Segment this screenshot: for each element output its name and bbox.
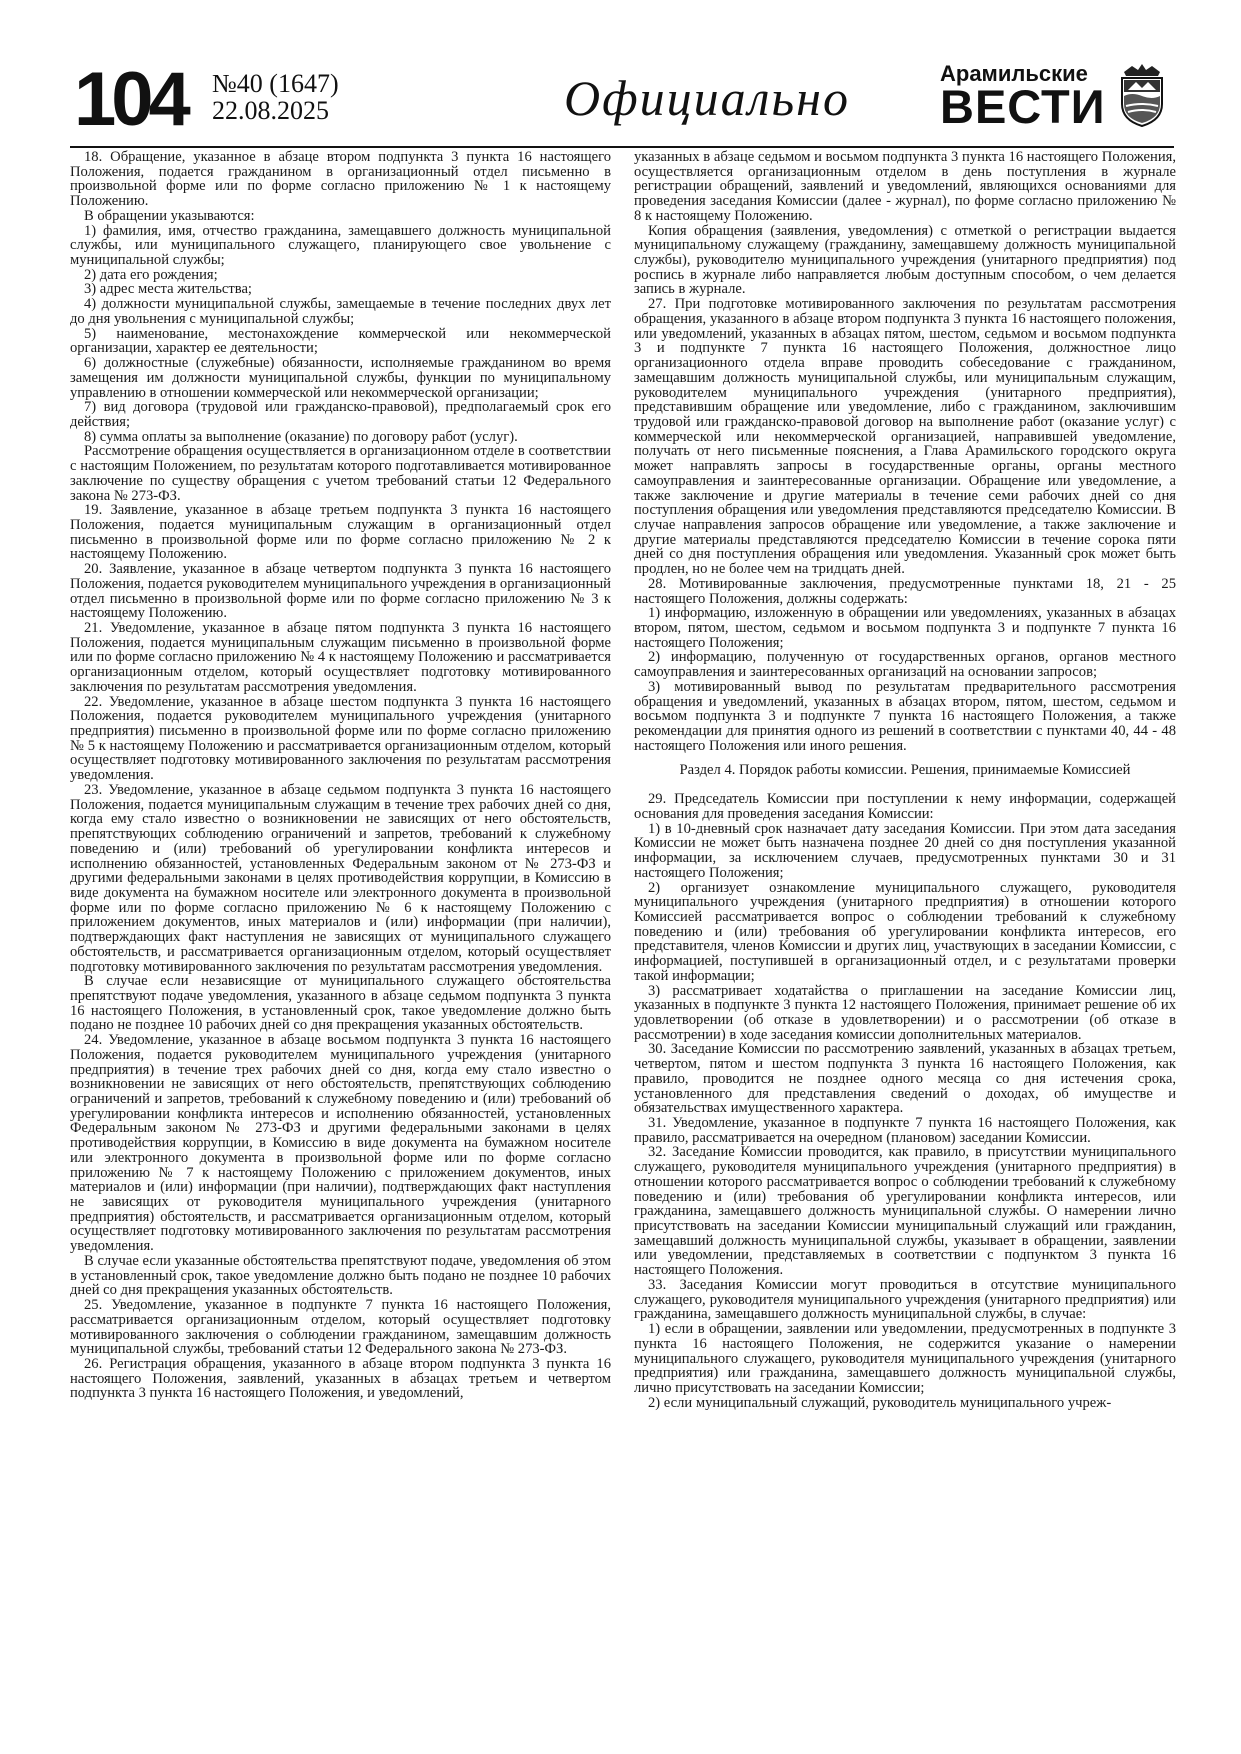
- paragraph: 1) в 10-дневный срок назначает дату заседания Комиссии. При этом дата заседания Комиссии не может быть назначена позднее 20 дней со дня поступления указанной информации, за исключением случаев, предусмотренных пунктами 30 и 31 настоящего Положения;: [634, 820, 1176, 881]
- paragraph: 1) информацию, изложенную в обращении или уведомлениях, указанных в абзацах втором, пятом, шестом, седьмом и восьмом подпункта 3 и подпункте 7 пункта 16 настоящего Положения;: [634, 605, 1176, 651]
- paragraph: 2) если муниципальный служащий, руководитель муниципального учреж-: [648, 1394, 1112, 1411]
- paragraph: В обращении указываются:: [84, 207, 255, 224]
- paragraph: В случае если указанные обстоятельства препятствуют подаче, уведомления об этом в установленный срок, такое уведомление должно быть подано не позднее 10 рабочих дней со дня прекращения указанных обстоятельств.: [70, 1252, 611, 1299]
- logo-main-text: ВЕСТИ: [940, 80, 1106, 133]
- paragraph: 25. Уведомление, указанное в подпункте 7 пункта 16 настоящего Положения, рассматривается организационным отделом, который осуществляет подготовку мотивированного заключения о соблюдении гражданином, замещавшим должность муниципальной службы, требований статьи 12 Федерального закона № 273-ФЗ.: [70, 1297, 611, 1358]
- paragraph: 1) фамилия, имя, отчество гражданина, замещавшего должность муниципальной службы, или муниципального служащего, планирующего свое увольнение с муниципальной службы;: [70, 222, 611, 269]
- paragraph: 3) адрес места жительства;: [84, 281, 252, 298]
- paragraph: 32. Заседание Комиссии проводится, как правило, в присутствии муниципального служащего, руководителя муниципального учреждения (унитарного предприятия) в отношении которого рассматривается вопрос о соблюдении требований к служебному поведению и (или) требования об урегулировании конфликта интересов, или гражданина, замещавшего должность муниципальной службы. О намерении лично присутствовать на заседании Комиссии муниципальный служащий или гражданин, замещавший должность муниципальной службы, указывает в обращении, заявлении или уведомлении, представляемых в соответствии с подпунктом 3 пункта 16 настоящего Положения.: [634, 1144, 1176, 1279]
- header-divider: [70, 146, 1174, 148]
- paragraph: 31. Уведомление, указанное в подпункте 7 пункта 16 настоящего Положения, как правило, рассматривается на очередном (плановом) заседании Комиссии.: [634, 1115, 1176, 1146]
- issue-info: [212, 70, 339, 124]
- paragraph: 24. Уведомление, указанное в абзаце восьмом подпункта 3 пункта 16 настоящего Положения, подается руководителем муниципального учреждения (унитарного предприятия) в течение трех рабочих дней со дня, когда ему стало известно о возникновении не зависящих от него обстоятельств, препятствующих соблюдению ограничений и запретов, требований к служебному поведению и (или) требований об урегулировании конфликта интересов и исполнению обязанностей, установленных Федеральным законом № 273-ФЗ и другими федеральными законами в целях противодействия коррупции, в Комиссию в виде документа на бумажном носителе или электронного документа в произвольной форме или по форме согласно приложению № 7 к настоящему Положению с приложением документов, иных материалов и (или) информации (при наличии), подтверждающих факт наступления не зависящих от руководителя муниципального учреждения (унитарного предприятия) обстоятельств, и рассматривается организационным отделом, который осуществляет подготовку мотивированного заключения по результатам рассмотрения уведомления.: [70, 1032, 611, 1255]
- paragraph: 21. Уведомление, указанное в абзаце пятом подпункта 3 пункта 16 настоящего Положения, подается муниципальным служащим письменно в произвольной форме или по форме согласно приложению № 4 к настоящему Положению и рассматривается организационным отделом, который осуществляет подготовку мотивированного заключения по результатам рассмотрения уведомления.: [70, 620, 611, 695]
- paragraph: 3) мотивированный вывод по результатам предварительного рассмотрения обращения и уведомлений, указанных в абзацах втором, пятом, шестом, седьмом и восьмом подпункта 3 и подпункте 7 пункта 16 настоящего Положения, а также рекомендации для принятия одного из решений в соответствии с пунктами 40, 44 - 48 настоящего Положения или иного решения.: [634, 678, 1176, 754]
- paragraph: 33. Заседания Комиссии могут проводиться в отсутствие муниципального служащего, руководителя муниципального учреждения (унитарного предприятия) или гражданина, замещавшего должность муниципальной службы, в случае:: [634, 1276, 1176, 1323]
- paragraph: 2) информацию, полученную от государственных органов, органов местного самоуправления и заинтересованных организаций на основании запросов;: [634, 649, 1176, 681]
- paragraph: Рассмотрение обращения осуществляется в организационном отделе в соответствии с настоящим Положением, по результатам которого подготавливается мотивированное заключение по существу обращения с учетом требований статьи 12 Федерального закона № 273-ФЗ.: [70, 443, 611, 504]
- paragraph: 19. Заявление, указанное в абзаце третьем подпункта 3 пункта 16 настоящего Положения, подается муниципальным служащим в организационный отдел письменно в произвольной форме или по форме согласно приложению № 2 к настоящему Положению.: [70, 502, 611, 563]
- paragraph: 28. Мотивированные заключения, предусмотренные пунктами 18, 21 - 25 настоящего Положения, должны содержать:: [634, 575, 1176, 607]
- page-header: [74, 57, 1174, 142]
- page-number: 104: [74, 57, 186, 142]
- left-column: [70, 150, 611, 1401]
- paragraph: 26. Регистрация обращения, указанного в абзаце втором подпункта 3 пункта 16 настоящего Положения, заявлений, указанных в абзацах третьем и четвертом подпункта 3 пункта 16 настоящего Положения, и уведомлений,: [70, 1355, 611, 1402]
- paragraph: 6) должностные (служебные) обязанности, исполняемые гражданином во время замещения им должности муниципальной службы, функции по муниципальному управлению в отношении коммерческой или некоммерческой организации;: [70, 355, 611, 401]
- paragraph: 20. Заявление, указанное в абзаце четвертом подпункта 3 пункта 16 настоящего Положения, подается руководителем муниципального учреждения в организационный отдел письменно в произвольной форме или по форме согласно приложению № 3 к настоящему Положению.: [70, 561, 611, 622]
- paragraph: указанных в абзаце седьмом и восьмом подпункта 3 пункта 16 настоящего Положения, осуществляется организационным отделом в день поступления в журнале регистрации обращений, заявлений и уведомлений, являющихся основаниями для проведения заседания Комиссии (далее - журнал), по форме согласно приложению № 8 к настоящему Положению.: [634, 149, 1176, 224]
- coat-of-arms-icon: [1118, 62, 1166, 128]
- paragraph: Копия обращения (заявления, уведомления) с отметкой о регистрации выдается муниципальному служащему (гражданину, замещавшему должность муниципальной службы), руководителю муниципального учреждения (унитарного предприятия) под роспись в журнале либо направляется любым доступным способом, о чем делается запись в журнале.: [634, 222, 1176, 298]
- issue-date: 22.08.2025: [212, 96, 329, 125]
- paragraph: 5) наименование, местонахождение коммерческой или некоммерческой организации, характер ее деятельности;: [70, 325, 611, 357]
- paragraph: 2) организует ознакомление муниципального служащего, руководителя муниципального учреждения (унитарного предприятия) в отношении которого Комиссией рассматривается вопрос о соблюдении требований к служебному поведению и (или) требования об урегулировании конфликта интересов, его представителя, членов Комиссии и других лиц, участвующих в заседании Комиссии, с информацией, поступившей в организационный отдел, и с результатами проверки такой информации;: [634, 879, 1176, 984]
- paragraph: 18. Обращение, указанное в абзаце втором подпункта 3 пункта 16 настоящего Положения, подается гражданином в организационный отдел письменно в произвольной форме или по форме согласно приложению № 1 к настоящему Положению.: [70, 149, 611, 210]
- paragraph: В случае если независящие от муниципального служащего обстоятельства препятствуют подаче уведомления, указанного в абзаце седьмом подпункта 3 пункта 16 настоящего Положения, в установленный срок, такое уведомление должно быть подано не позднее 10 рабочих дней со дня прекращения указанных обстоятельств.: [70, 973, 611, 1034]
- paragraph: 27. При подготовке мотивированного заключения по результатам рассмотрения обращения, указанного в абзаце втором подпункта 3 пункта 16 настоящего положения, или уведомлений, указанных в абзацах пятом, шестом, седьмом и восьмом подпункта 3 и подпункте 7 пункта 16 настоящего Положения, должностное лицо организационного отдела вправе проводить собеседование с гражданином, замещавшим должность муниципальной службы, или муниципальным служащим, руководителем муниципального учреждения (унитарного предприятия), представившим обращение или уведомление, либо с гражданином, заключившим трудовой или гражданско-правовой договор на выполнение работ (оказание услуг) с коммерческой или некоммерческой организацией, направившей уведомление, получать от него письменные пояснения, а Глава Арамильского городского округа может направлять запросы в государственные органы, органы местного самоуправления и заинтересованные организации. Обращение или уведомление, а также заключение и другие материалы в течение семи рабочих дней со дня поступления обращения или уведомления представляются председателю Комиссии. В случае направления запросов обращение или уведомление, а также заключение и другие материалы представляются председателю Комиссии в течение сорока пяти дней со дня поступления обращения или уведомления. Указанный срок может быть продлен, но не более чем на тридцать дней.: [634, 296, 1176, 578]
- paragraph: 4) должности муниципальной службы, замещаемые в течение последних двух лет до дня увольнения с муниципальной службы;: [70, 296, 611, 327]
- paragraph: 29. Председатель Комиссии при поступлении к нему информации, содержащей основания для проведения заседания Комиссии:: [634, 791, 1176, 822]
- paragraph: 7) вид договора (трудовой или гражданско-правовой), предполагаемый срок его действия;: [70, 399, 611, 430]
- paragraph: 23. Уведомление, указанное в абзаце седьмом подпункта 3 пункта 16 настоящего Положения, подается муниципальным служащим в течение трех рабочих дней со дня, когда ему стало известно о возникновении не зависящих от него обстоятельств, препятствующих соблюдению ограничений и запретов, требований к служебному поведению и (или) требований об урегулировании конфликта интересов и исполнению обязанностей, установленных Федеральным законом от № 273-ФЗ и другими федеральными законами в целях противодействия коррупции, в Комиссию в виде документа на бумажном носителе или электронного документа в произвольной форме или по форме согласно приложению № 6 к настоящему Положению с приложением документов, иных материалов и (или) информации (при наличии), подтверждающих факт наступления не зависящих от муниципального служащего обстоятельств, и рассматривается организационным отделом, который осуществляет подготовку мотивированного заключения по результатам рассмотрения уведомления.: [70, 781, 611, 975]
- paragraph: 3) рассматривает ходатайства о приглашении на заседание Комиссии лиц, указанных в подпункте 3 пункта 12 настоящего Положения, принимает решение об их удовлетворении (об отказе в удовлетворении) и о рассмотрении (об отказе в рассмотрении) в ходе заседания комиссии дополнительных материалов.: [634, 982, 1176, 1043]
- paragraph: 8) сумма оплаты за выполнение (оказание) по договору работ (услуг).: [84, 428, 518, 445]
- newspaper-logo: [940, 62, 1180, 134]
- issue-number: №40 (1647): [212, 69, 339, 98]
- paragraph: 30. Заседание Комиссии по рассмотрению заявлений, указанных в абзацах третьем, четвертом, пятом и шестом подпункта 3 пункта 16 настоящего Положения, как правило, проводится не позднее одного месяца со дня истечения срока, установленного для представления сведений о доходах, об имуществе и обязательствах имущественного характера.: [634, 1041, 1176, 1117]
- section-heading: Раздел 4. Порядок работы комиссии. Решения, принимаемые Комиссией: [679, 762, 1131, 779]
- paragraph: 2) дата его рождения;: [84, 266, 218, 283]
- paragraph: 1) если в обращении, заявлении или уведомлении, предусмотренных в подпункте 3 пункта 16 настоящего Положения, не содержится указание о намерении муниципального служащего, руководителя муниципального учреждения (унитарного предприятия) или гражданина, замещавшего должность муниципальной службы, лично присутствовать на заседании Комиссии;: [634, 1321, 1176, 1396]
- logo-top-text: Арамильские: [940, 61, 1088, 86]
- right-column: [634, 150, 1176, 1410]
- section-title: Официально: [564, 70, 850, 126]
- paragraph: 22. Уведомление, указанное в абзаце шестом подпункта 3 пункта 16 настоящего Положения, подается руководителем муниципального учреждения (унитарного предприятия) письменно в произвольной форме или по форме согласно приложению № 5 к настоящему Положению и рассматривается организационным отделом, который осуществляет подготовку мотивированного заключения по результатам рассмотрения уведомления.: [70, 693, 611, 784]
